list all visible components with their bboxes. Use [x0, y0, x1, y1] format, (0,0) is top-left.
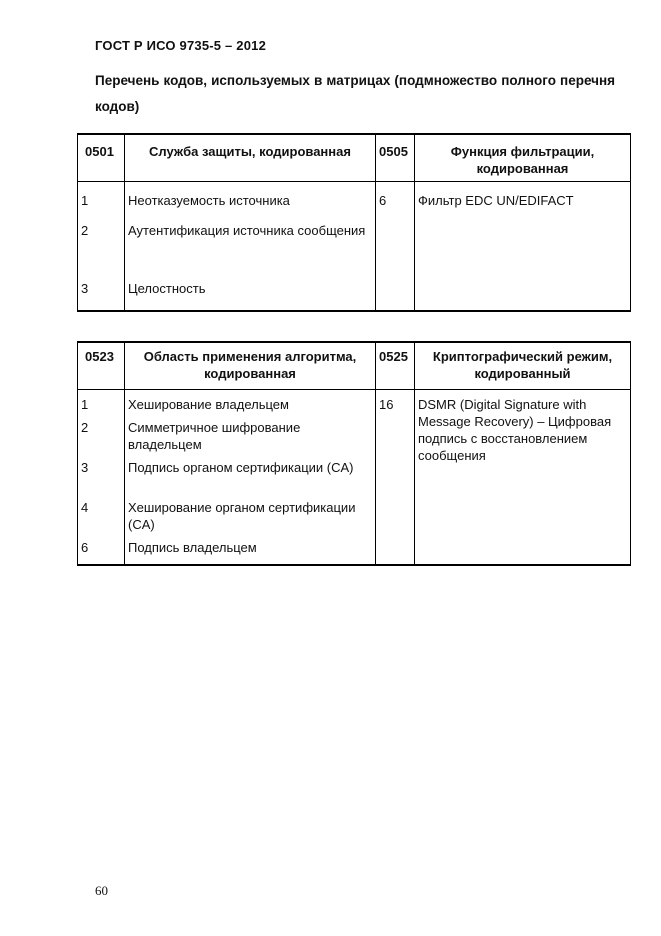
left-code-column: [78, 181, 125, 311]
code-value: 16: [379, 396, 394, 412]
right-code-column: [376, 389, 415, 565]
code-value: 2: [81, 419, 89, 435]
code-description: Аутентификация источника сообщения: [128, 222, 366, 238]
left-title-header: Область применения алгоритма, кодированная: [125, 342, 376, 389]
code-description: Фильтр EDC UN/EDIFACT: [418, 192, 574, 208]
code-value: 3: [81, 459, 89, 475]
right-description-column: [415, 181, 631, 311]
table-header-row: [78, 134, 631, 181]
code-description: Симметричное шифрование владельцем: [128, 419, 301, 452]
code-value: 2: [81, 222, 89, 238]
right-code-header: 0505: [376, 134, 415, 181]
page-number: 60: [95, 883, 108, 898]
code-value: 1: [81, 192, 89, 208]
table-row: [78, 389, 631, 565]
code-value: 3: [81, 280, 89, 296]
table-row: [78, 181, 631, 311]
table-header-row: [78, 342, 631, 389]
code-value: 6: [81, 539, 89, 555]
code-value: 1: [81, 396, 89, 412]
code-description: Хеширование органом сертификации (CA): [128, 499, 356, 532]
code-description: Целостность: [128, 280, 206, 296]
code-value: 4: [81, 499, 89, 515]
left-description-column: [125, 181, 376, 311]
left-code-header: 0501: [78, 134, 125, 181]
right-description-column: [415, 389, 631, 565]
code-table-security-service: [77, 133, 631, 312]
section-intro-title: Перечень кодов, используемых в матрицах (подмножество полного перечня кодов): [95, 73, 615, 114]
code-description: Подпись органом сертификации (CA): [128, 459, 354, 475]
left-code-column: [78, 389, 125, 565]
document-standard-header: ГОСТ Р ИСО 9735-5 – 2012: [95, 38, 266, 53]
code-value: 6: [379, 192, 387, 208]
right-code-header: 0525: [376, 342, 415, 389]
code-description: Подпись владельцем: [128, 539, 257, 555]
code-table-algorithm-usage: [77, 341, 631, 566]
left-description-column: [125, 389, 376, 565]
code-description: Неотказуемость источника: [128, 192, 290, 208]
right-code-column: [376, 181, 415, 311]
code-description: DSMR (Digital Signature with Message Recovery) – Цифровая подпись с восстановлением сообщения: [418, 396, 612, 463]
left-title-header: Служба защиты, кодированная: [125, 134, 376, 181]
left-code-header: 0523: [78, 342, 125, 389]
right-title-header: Функция фильтрации, кодированная: [415, 134, 631, 181]
code-description: Хеширование владельцем: [128, 396, 289, 412]
right-title-header: Криптографический режим, кодированный: [415, 342, 631, 389]
